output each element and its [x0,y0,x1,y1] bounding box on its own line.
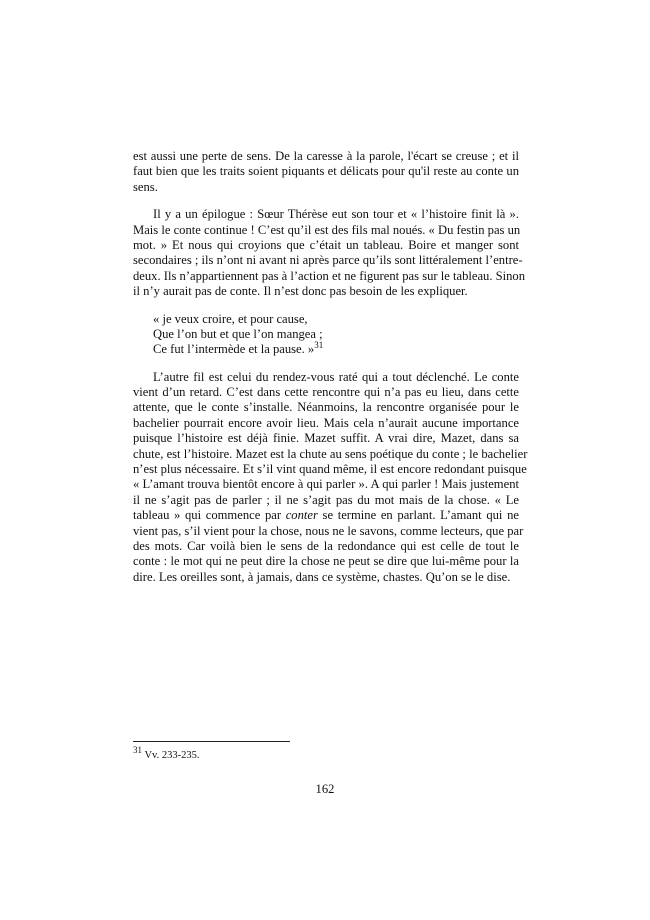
text-line: il n’y aurait pas de conte. Il n’est donc pas besoin de les expliquer. [133,284,468,299]
verse-line: Que l’on but et que l’on mangea ; [153,326,323,341]
text-line: est aussi une perte de sens. De la caresse à la parole, l'écart se creuse ; et il [133,149,519,163]
paragraph-3 [133,369,528,585]
text-line: secondaires ; ils n’ont ni avant ni après parce qu’ils sont littéralement l’entre- [133,253,523,268]
text-line: mot. » Et nous qui croyions que c’était un tableau. Boire et manger sont [133,237,519,252]
footnote-number: 31 [133,745,142,755]
verse-quote [133,312,519,358]
text-line: sens. [133,179,158,194]
text-line: tableau » qui commence par conter se termine en parlant. L’amant qui ne [133,508,519,523]
footnote-reference: 31 [314,340,324,351]
paragraph-1 [133,149,519,195]
text-line: faut bien que les traits soient piquants et délicats pour qu'il reste au conte un [133,164,519,179]
footnote-text: Vv. 233-235. [144,750,200,761]
text-line: chute, est l’histoire. Mazet est la chute au sens poétique du conte ; le bachelier [133,446,528,461]
text-line: des mots. Car voilà bien le sens de la redondance qui est celle de tout le [133,538,519,553]
text-line: vient pas, s’il vient pour la chose, nous ne le savons, comme lecteurs, que par [133,523,524,538]
verse-line: « je veux croire, et pour cause, [153,311,308,326]
text-line: conte : le mot qui ne peut dire la chose ne peut se dire que lui-même pour la [133,554,519,569]
text-line: « L’amant trouva bientôt encore à qui parler ». A qui parler ! Mais justement [133,477,519,492]
text-line: dire. Les oreilles sont, à jamais, dans ce système, chastes. Qu’on se le dise. [133,569,511,584]
text-column [133,149,528,597]
text-line: L’autre fil est celui du rendez-vous raté qui a tout déclenché. Le conte [153,369,519,384]
paragraph-2 [133,207,526,299]
text-line: Il y a un épilogue : Sœur Thérèse eut son tour et « l’histoire finit là ». [153,207,519,222]
text-line: deux. Ils n’appartiennent pas à l’action et ne figurent pas sur le tableau. Sinon [133,268,526,283]
text-line: Mais le conte continue ! C’est qu’il est des fils mal noués. « Du festin pas un [133,222,521,237]
text-line: bachelier pourrait encore avoir lieu. Mais cela n’aurait aucune importance [133,415,519,430]
text-line: il ne s’agit pas de parler ; il ne s’agit pas du mot mais de la chose. « Le [133,492,519,507]
verse-line: Ce fut l’intermède et la pause. »$^{31}$ [153,340,324,357]
page-number: 162 [315,782,335,796]
footnote-divider [133,741,290,742]
text-line: vient d’un retard. C’est dans cette rencontre qui n’a pas eu lieu, dans cette [133,385,519,400]
text-line: n’est plus nécessaire. Et s’il vint quand même, il est encore redondant puisque [133,462,527,477]
text-line: attente, que le conte s’installe. Néanmoins, la rencontre organisée pour le [133,400,519,415]
text-line: puisque l’histoire est déjà finie. Mazet suffit. A vrai dire, Mazet, dans sa [133,431,519,446]
footnote [133,745,200,761]
